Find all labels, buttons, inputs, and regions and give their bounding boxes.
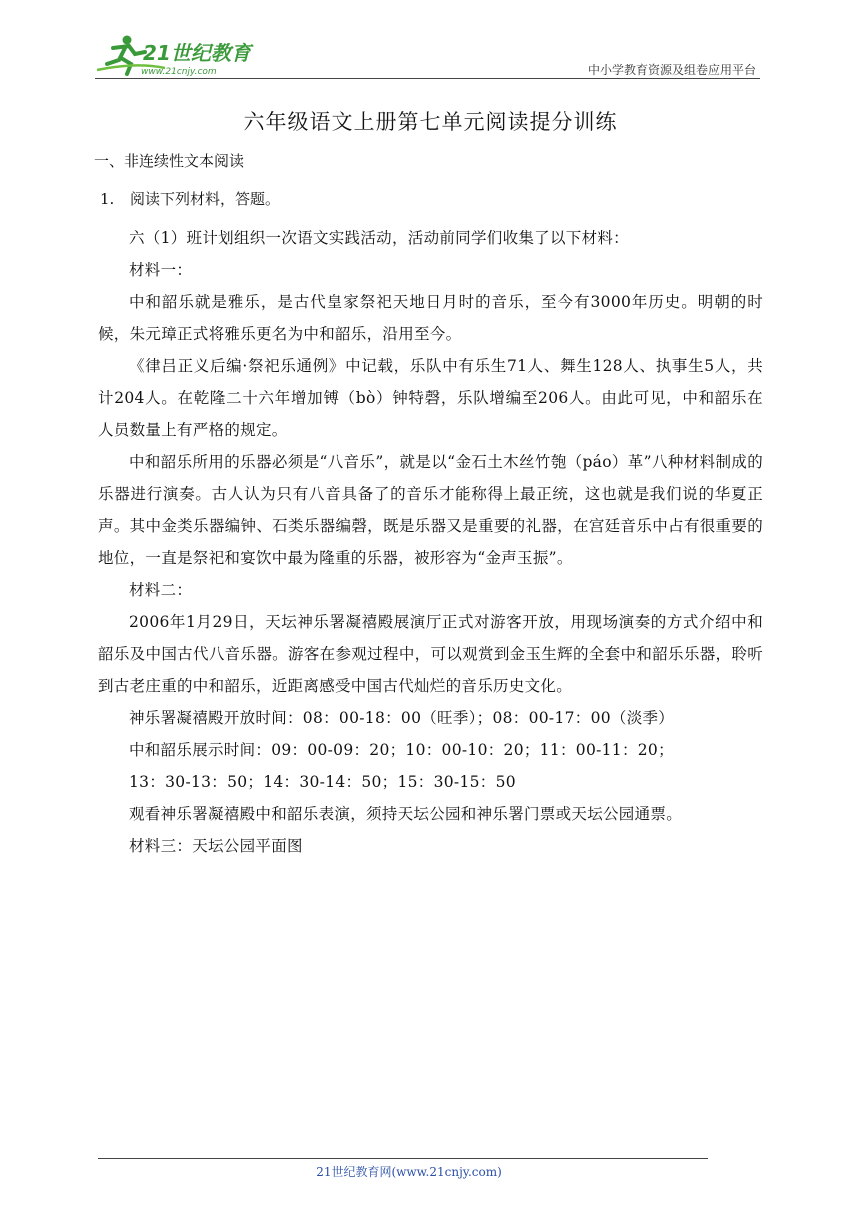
material-1-paragraph-2: 《律吕正义后编·祭祀乐通例》中记载，乐队中有乐生71人、舞生128人、执事生5人，共计204人。在乾隆二十六年增加镈（bò）钟特磬，乐队增编至206人。由此可见，中和韶乐在人员数量上有严格的规定。 bbox=[98, 357, 763, 439]
material-2-label: 材料二： bbox=[129, 581, 193, 599]
ticket-note: 观看神乐署凝禧殿中和韶乐表演，须持天坛公园和神乐署门票或天坛公园通票。 bbox=[129, 805, 683, 823]
svg-text:21世纪教育: 21世纪教育 bbox=[143, 41, 251, 65]
page-footer bbox=[98, 1158, 708, 1180]
question-1 bbox=[100, 186, 765, 212]
footer-divider bbox=[98, 1158, 708, 1159]
material-1-paragraph-1: 中和韶乐就是雅乐，是古代皇家祭祀天地日月时的音乐，至今有3000年历史。明朝的时候，朱元璋正式将雅乐更名为中和韶乐，沿用至今。 bbox=[98, 293, 763, 343]
question-number: 1. bbox=[100, 190, 115, 208]
opening-hours: 神乐署凝禧殿开放时间：08：00-18：00（旺季）；08：00-17：00（淡季） bbox=[129, 709, 675, 727]
site-logo[interactable] bbox=[95, 34, 260, 78]
document-title: 六年级语文上册第七单元阅读提分训练 bbox=[243, 110, 618, 134]
document-body bbox=[94, 104, 763, 862]
material-1-paragraph-3: 中和韶乐所用的乐器必须是“八音乐”，就是以“金石土木丝竹匏（páo）革”八种材料制成的乐器进行演奏。古人认为只有八音具备了的音乐才能称得上最正统，这也就是我们说的华夏正声。其中金类乐器编钟、石类乐器编磬，既是乐器又是重要的礼器，在宫廷音乐中占有很重要的地位，一直是祭祀和宴饮中最为隆重的乐器，被形容为“金声玉振”。 bbox=[98, 453, 763, 567]
header-divider bbox=[95, 78, 760, 79]
running-figure-logo-icon bbox=[95, 34, 260, 78]
show-times-1: 中和韶乐展示时间：09：00-09：20；10：00-10：20；11：00-11：20； bbox=[129, 741, 674, 759]
material-1-label: 材料一： bbox=[129, 261, 193, 279]
svg-text:www.21cnjy.com: www.21cnjy.com bbox=[141, 67, 217, 77]
platform-tagline: 中小学教育资源及组卷应用平台 bbox=[587, 63, 756, 77]
show-times-2: 13：30-13：50；14：30-14：50；15：30-15：50 bbox=[129, 773, 516, 791]
footer-link[interactable]: 21世纪教育网(www.21cnjy.com) bbox=[316, 1165, 502, 1179]
page-header bbox=[95, 28, 760, 80]
intro-paragraph: 六（1）班计划组织一次语文实践活动，活动前同学们收集了以下材料： bbox=[129, 229, 629, 247]
material-3-label: 材料三：天坛公园平面图 bbox=[129, 837, 303, 855]
material-2-paragraph-1: 2006年1月29日，天坛神乐署凝禧殿展演厅正式对游客开放，用现场演奏的方式介绍中和韶乐及中国古代八音乐器。游客在参观过程中，可以观赏到金玉生辉的全套中和韶乐乐器，聆听到古老庄重的中和韶乐，近距离感受中国古代灿烂的音乐历史文化。 bbox=[98, 613, 763, 695]
question-prompt: 阅读下列材料，答题。 bbox=[130, 190, 281, 208]
section-heading: 一、非连续性文本阅读 bbox=[94, 152, 245, 170]
